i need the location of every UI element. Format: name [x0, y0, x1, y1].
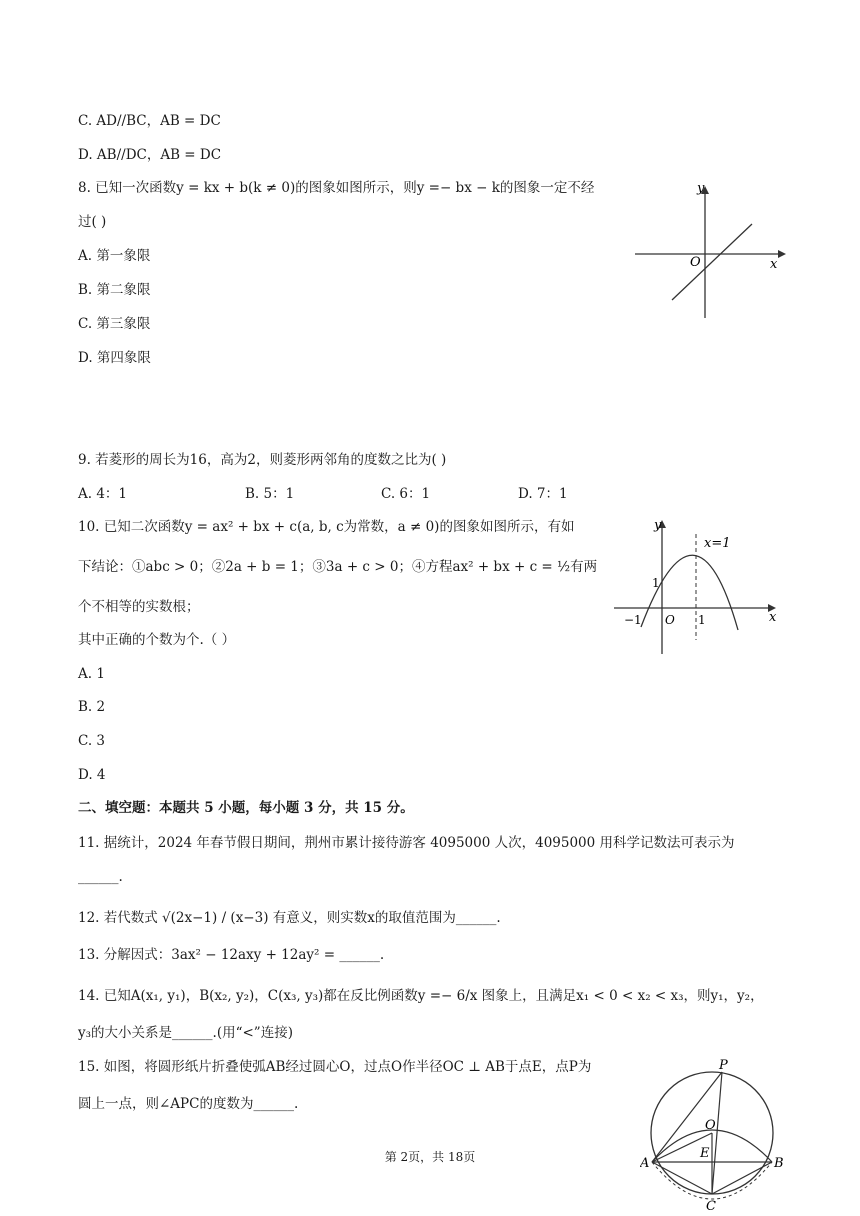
q8-stem-line2: 过( )	[78, 214, 107, 230]
q15-label-b: B	[774, 1156, 784, 1171]
q10-stem-line1: 10. 已知二次函数y = ax² + bx + c(a, b, c为常数，a ≠ 0)的图象如图所示，有如	[78, 519, 575, 535]
q10-stem-line2: 下结论：①abc > 0；②2a + b = 1；③3a + c > 0；④方程ax² + bx + c = ½有两	[78, 559, 598, 575]
q10-y-label: y	[654, 518, 662, 533]
section-heading: 二、填空题：本题共 5 小题，每小题 3 分，共 15 分。	[78, 800, 414, 816]
q9-option-a: A. 4：1	[78, 486, 128, 502]
q10-x-tick-neg1: −1	[624, 613, 642, 627]
q13-stem: 13. 分解因式：3ax² − 12axy + 12ay² = ______.	[78, 947, 385, 963]
q7-option-c: C. AD//BC，AB = DC	[78, 113, 221, 129]
q8-option-b: B. 第二象限	[78, 282, 151, 298]
q7-option-d: D. AB//DC，AB = DC	[78, 147, 222, 163]
q10-option-c: C. 3	[78, 733, 106, 749]
q12-stem: 12. 若代数式 √(2x−1) / (x−3) 有意义，则实数x的取值范围为______.	[78, 910, 501, 926]
q8-option-c: C. 第三象限	[78, 316, 151, 332]
q10-option-b: B. 2	[78, 699, 106, 715]
q15-label-a: A	[640, 1156, 650, 1171]
q10-stem-line4: 其中正确的个数为个.（ ）	[78, 632, 236, 648]
q15-stem-line1: 15. 如图，将圆形纸片折叠使弧AB经过圆心O，过点O作半径OC ⊥ AB于点E，点P为	[78, 1059, 592, 1075]
q10-axis-label: x=1	[704, 536, 731, 551]
q10-y-tick-1: 1	[652, 576, 660, 590]
q8-x-label: x	[770, 257, 778, 272]
q11-stem-line2: ______.	[78, 869, 123, 885]
q15-label-p: P	[719, 1058, 728, 1073]
q15-label-c: C	[706, 1199, 716, 1214]
page-footer: 第 2页，共 18页	[384, 1150, 476, 1164]
q8-stem-line1: 8. 已知一次函数y = kx + b(k ≠ 0)的图象如图所示，则y =− bx − k的图象一定不经	[78, 180, 595, 196]
q15-label-o: O	[705, 1118, 716, 1133]
q9-option-d: D. 7：1	[518, 486, 568, 502]
q14-stem-line1: 14. 已知A(x₁, y₁)，B(x₂, y₂)，C(x₃, y₃)都在反比例函数y =− 6/x 图象上，且满足x₁ < 0 < x₂ < x₃，则y₁，y₂，	[78, 988, 764, 1004]
q10-x-label: x	[769, 610, 777, 625]
q10-option-a: A. 1	[78, 666, 105, 682]
q14-stem-line2: y₃的大小关系是______.(用“<”连接)	[78, 1025, 293, 1041]
q10-option-d: D. 4	[78, 767, 106, 783]
q15-label-e: E	[700, 1146, 710, 1161]
q15-stem-line2: 圆上一点，则∠APC的度数为______.	[78, 1096, 299, 1112]
q8-option-d: D. 第四象限	[78, 350, 151, 366]
q9-option-b: B. 5：1	[245, 486, 295, 502]
q10-origin-label: O	[665, 613, 675, 627]
q8-origin-label: O	[690, 255, 701, 270]
q10-x-tick-1: 1	[698, 613, 706, 627]
q10-parabola-figure	[610, 512, 785, 657]
q8-y-label: y	[697, 181, 705, 196]
q10-stem-line3: 个不相等的实数根；	[78, 599, 200, 615]
q9-stem: 9. 若菱形的周长为16，高为2，则菱形两邻角的度数之比为( )	[78, 452, 447, 468]
q8-option-a: A. 第一象限	[78, 248, 151, 264]
q8-linear-function-figure	[630, 178, 790, 328]
q9-option-c: C. 6：1	[381, 486, 431, 502]
q11-stem-line1: 11. 据统计，2024 年春节假日期间，荆州市累计接待游客 4095000 人次，4095000 用科学记数法可表示为	[78, 835, 735, 851]
q15-circle-figure	[640, 1052, 790, 1216]
